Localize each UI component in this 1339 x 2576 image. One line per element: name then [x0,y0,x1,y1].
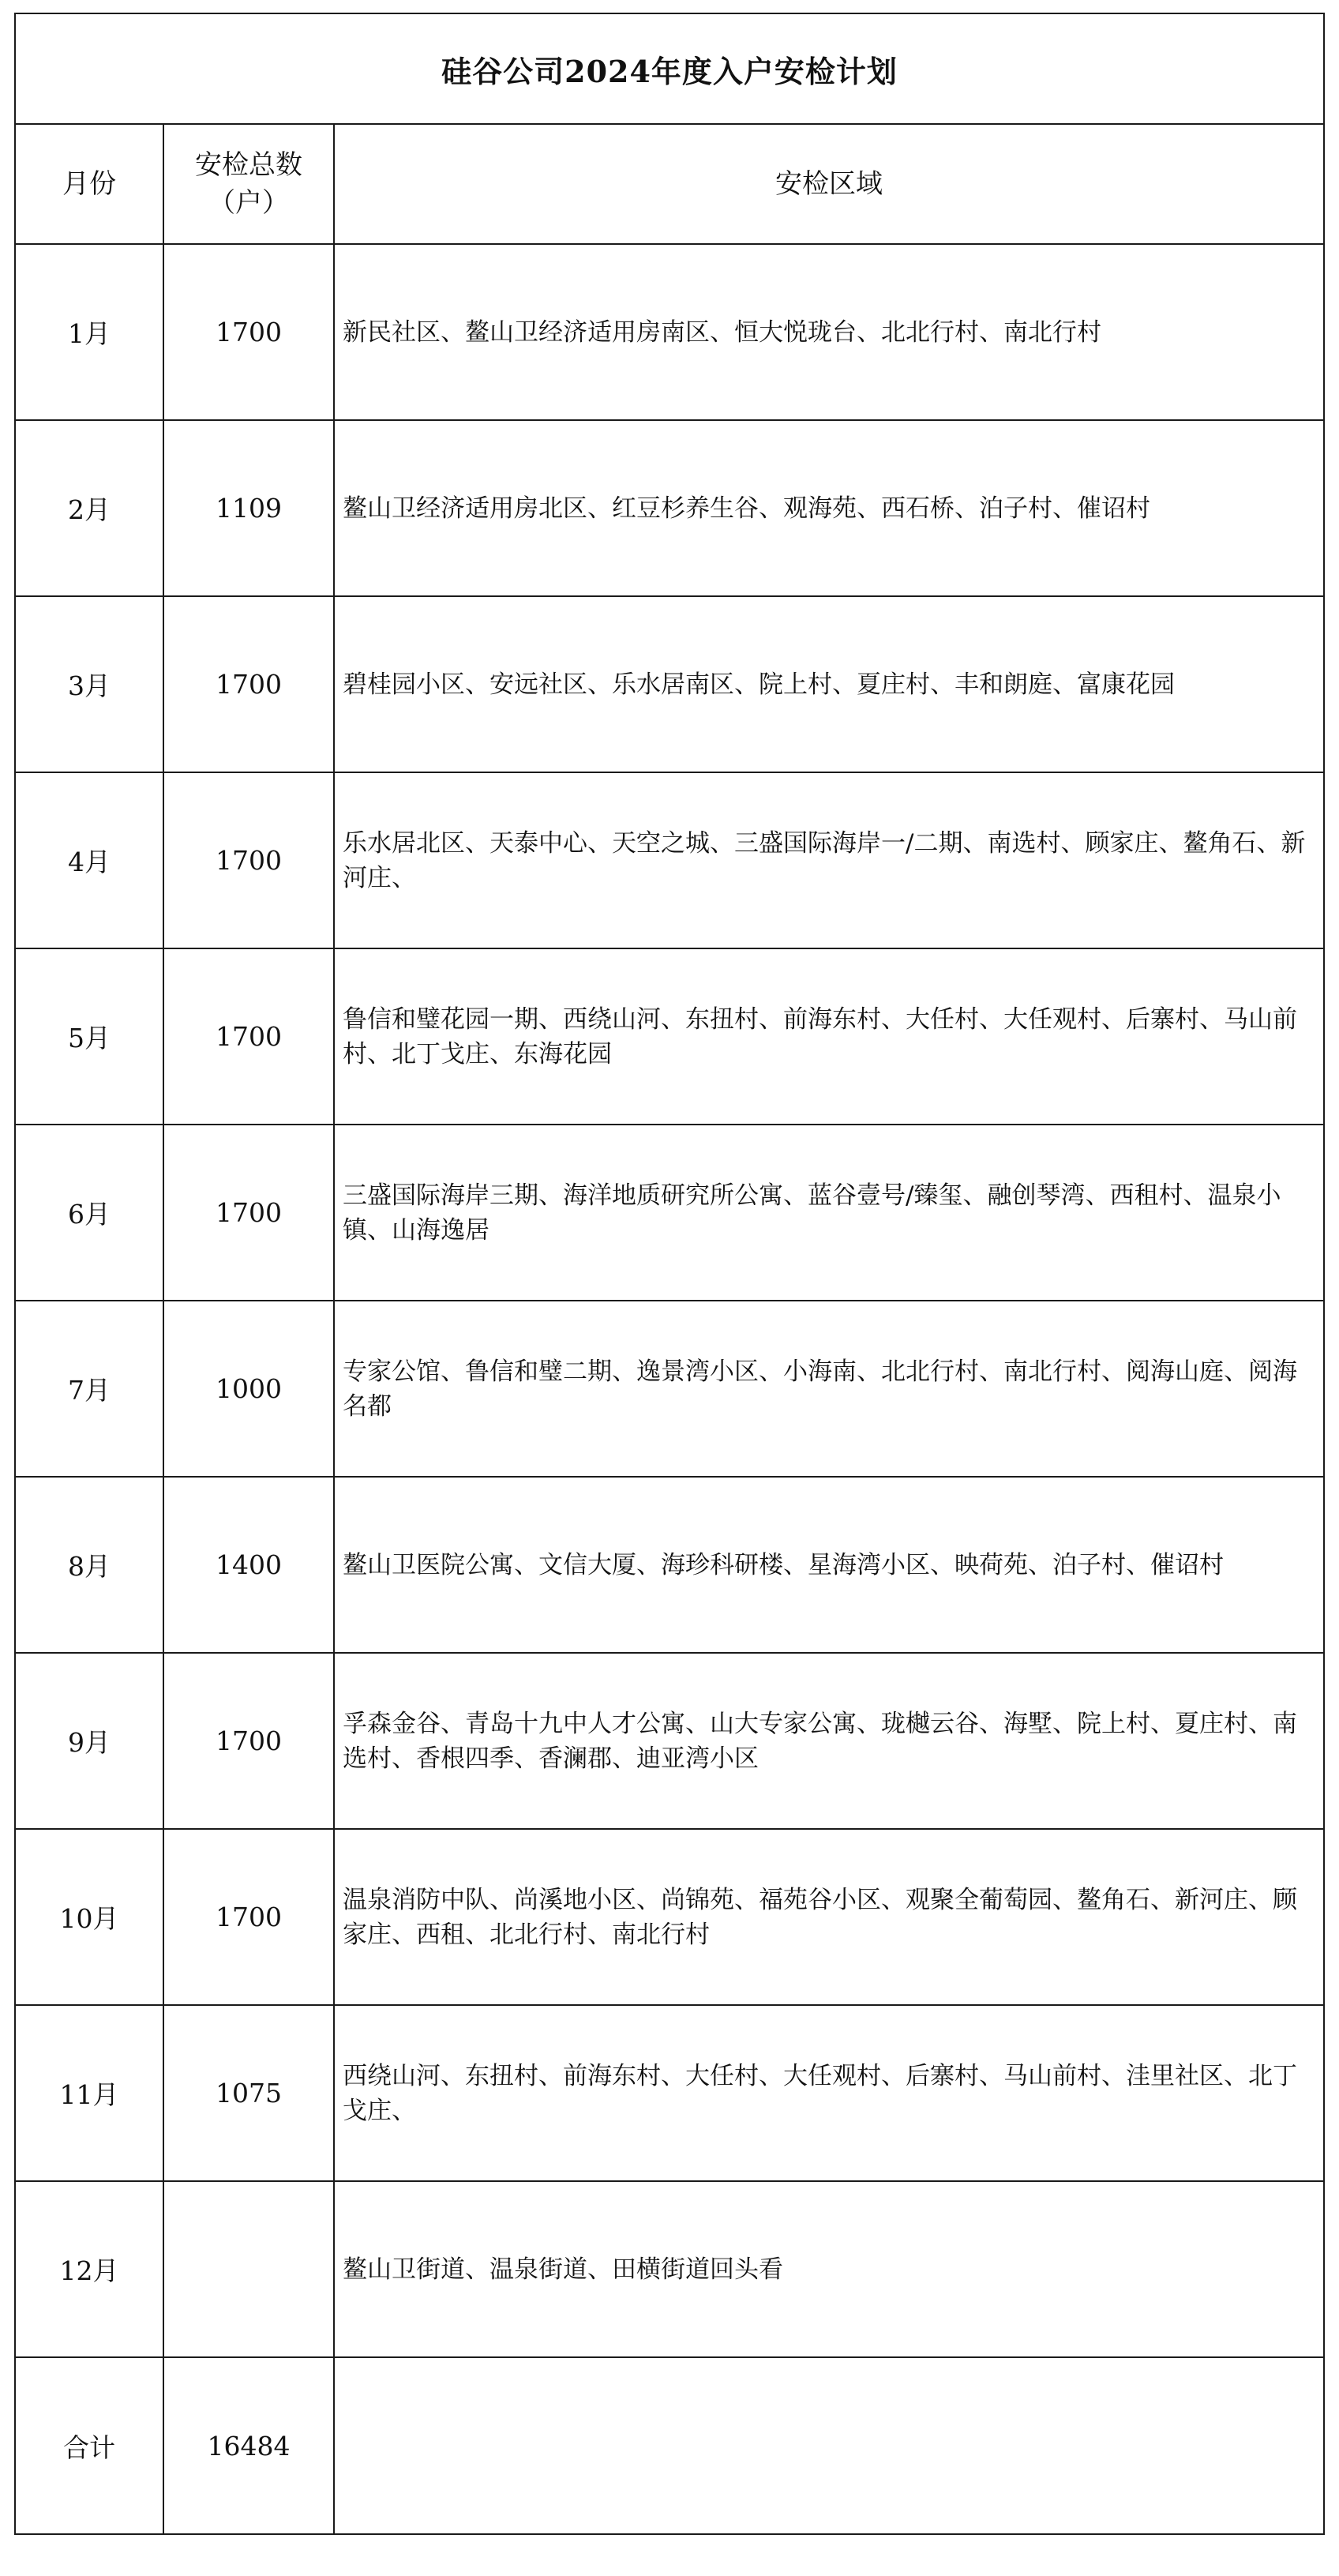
count-cell: 1075 [163,2005,334,2181]
month-cell: 5月 [15,948,163,1125]
count-cell: 1700 [163,596,334,772]
area-cell: 温泉消防中队、尚溪地小区、尚锦苑、福苑谷小区、观聚全葡萄园、鳌角石、新河庄、顾家庄、西租、北北行村、南北行村 [334,1829,1324,2005]
table-row [15,244,1324,420]
month-cell: 7月 [15,1301,163,1477]
area-cell: 鲁信和璧花园一期、西绕山河、东扭村、前海东村、大任村、大任观村、后寨村、马山前村、北丁戈庄、东海花园 [334,948,1324,1125]
count-cell: 1700 [163,772,334,948]
month-cell: 10月 [15,1829,163,2005]
month-cell: 3月 [15,596,163,772]
header-count-line2: （户） [208,187,289,219]
table-row [15,1653,1324,1829]
area-cell: 西绕山河、东扭村、前海东村、大任村、大任观村、后寨村、马山前村、洼里社区、北丁戈庄、 [334,2005,1324,2181]
total-area [334,2357,1324,2534]
header-count [163,124,334,244]
area-cell: 孚森金谷、青岛十九中人才公寓、山大专家公寓、珑樾云谷、海墅、院上村、夏庄村、南选村、香根四季、香澜郡、迪亚湾小区 [334,1653,1324,1829]
count-cell: 1700 [163,1125,334,1301]
month-cell: 11月 [15,2005,163,2181]
table-row [15,1301,1324,1477]
month-cell: 2月 [15,420,163,596]
header-area: 安检区域 [334,124,1324,244]
table-row [15,2181,1324,2357]
header-row [15,124,1324,244]
area-cell: 乐水居北区、天泰中心、天空之城、三盛国际海岸一/二期、南选村、顾家庄、鳌角石、新河庄、 [334,772,1324,948]
count-cell [163,2181,334,2357]
count-cell: 1700 [163,948,334,1125]
count-cell: 1700 [163,1829,334,2005]
total-row [15,2357,1324,2534]
count-cell: 1400 [163,1477,334,1653]
table-row [15,1829,1324,2005]
header-count-line1: 安检总数 [195,149,302,181]
total-count: 16484 [163,2357,334,2534]
count-cell: 1700 [163,244,334,420]
month-cell: 9月 [15,1653,163,1829]
header-month: 月份 [15,124,163,244]
month-cell: 1月 [15,244,163,420]
table-row [15,948,1324,1125]
table-row [15,2005,1324,2181]
month-cell: 4月 [15,772,163,948]
table-title: 硅谷公司2024年度入户安检计划 [15,13,1324,124]
area-cell: 鳌山卫经济适用房北区、红豆杉养生谷、观海苑、西石桥、泊子村、催诏村 [334,420,1324,596]
area-cell: 三盛国际海岸三期、海洋地质研究所公寓、蓝谷壹号/臻玺、融创琴湾、西租村、温泉小镇、山海逸居 [334,1125,1324,1301]
area-cell: 鳌山卫医院公寓、文信大厦、海珍科研楼、星海湾小区、映荷苑、泊子村、催诏村 [334,1477,1324,1653]
title-row [15,13,1324,124]
month-cell: 6月 [15,1125,163,1301]
month-cell: 12月 [15,2181,163,2357]
area-cell: 专家公馆、鲁信和璧二期、逸景湾小区、小海南、北北行村、南北行村、阅海山庭、阅海名都 [334,1301,1324,1477]
count-cell: 1109 [163,420,334,596]
table-row [15,420,1324,596]
count-cell: 1700 [163,1653,334,1829]
area-cell: 鳌山卫街道、温泉街道、田横街道回头看 [334,2181,1324,2357]
table-row [15,1125,1324,1301]
area-cell: 碧桂园小区、安远社区、乐水居南区、院上村、夏庄村、丰和朗庭、富康花园 [334,596,1324,772]
total-label: 合计 [15,2357,163,2534]
table-row [15,1477,1324,1653]
month-cell: 8月 [15,1477,163,1653]
area-cell: 新民社区、鳌山卫经济适用房南区、恒大悦珑台、北北行村、南北行村 [334,244,1324,420]
table-row [15,596,1324,772]
table-row [15,772,1324,948]
inspection-plan-table [14,13,1325,2535]
count-cell: 1000 [163,1301,334,1477]
